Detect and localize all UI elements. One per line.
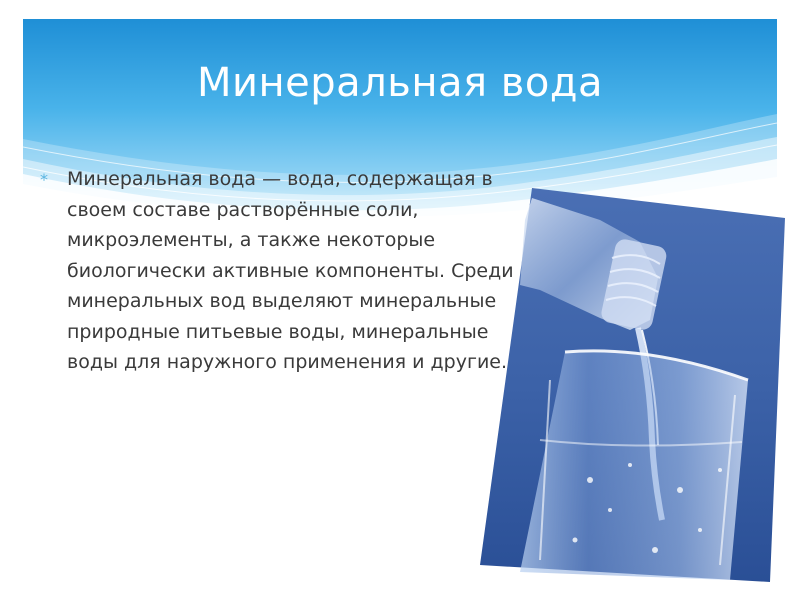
- slide-body-text: Минеральная вода — вода, содержащая в своем составе растворённые соли, микроэлементы, а также некоторые биологически активные компоненты. Среди минеральных вод выделяют минеральные природные питьевые воды, минеральные воды для наружного применения и другие.: [67, 168, 514, 373]
- water-glass-photo: [480, 180, 790, 585]
- bullet-icon: *: [40, 170, 48, 189]
- slide-title: Минеральная вода: [197, 60, 603, 106]
